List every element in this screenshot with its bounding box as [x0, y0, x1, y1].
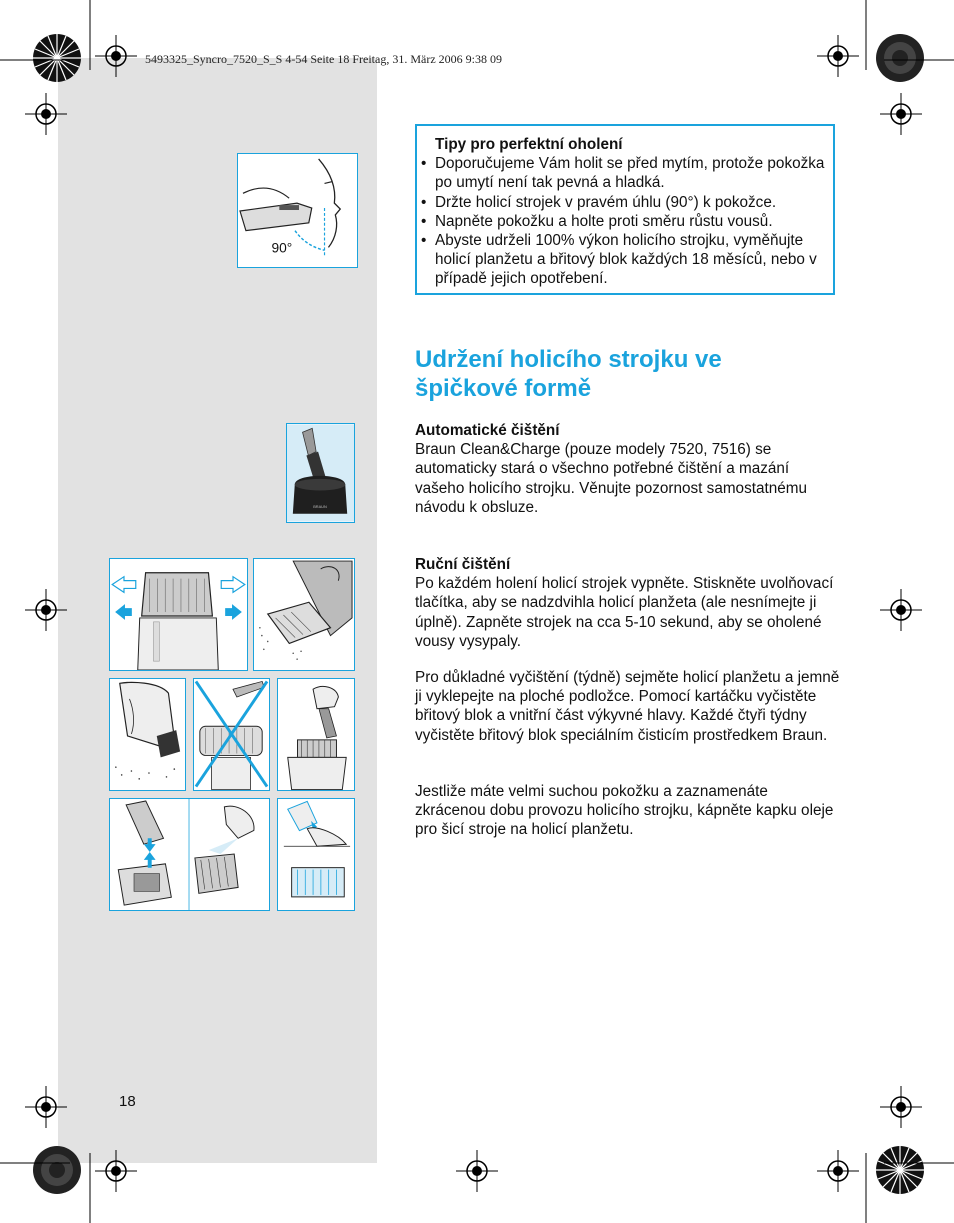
crosshair-mark-icon	[817, 35, 859, 77]
do-not-brush-foil-illustration	[194, 679, 269, 790]
crosshair-mark-icon	[95, 1150, 137, 1192]
figure-clean-charge	[286, 423, 355, 523]
figure-no-brush-foil	[193, 678, 270, 791]
manual-clean-body: Po každém holení holicí strojek vypněte. Stiskněte uvolňovací tlačítka, aby se nadzdvihla holicí planžeta (ale nesnímejte ji úplně). Zapněte strojek na cca 5-10 sekund, aby se oholené vousy vysypaly.	[415, 575, 834, 650]
weekly-clean-body: Pro důkladné vyčištění (týdně) sejměte holicí planžetu a jemně ji vyklepejte na ploché podložce. Pomocí kartáčku vyčistěte břitový blok a vnitřní část výkyvné hlavy. Každé čtyři týdny vyčistěte břitový blok speciálním čisticím prostředkem Braun.	[415, 669, 840, 744]
figure-brush-cutter	[277, 678, 355, 791]
cleaning-fluid-illustration	[110, 799, 269, 910]
tips-box	[415, 124, 835, 295]
crosshair-mark-icon	[95, 35, 137, 77]
crosshair-mark-icon	[880, 589, 922, 631]
shaving-angle-illustration	[238, 154, 357, 267]
manual-clean-heading: Ruční čištění	[415, 556, 511, 573]
dock-brand: BRAUN	[313, 503, 327, 509]
brush-cutter-illustration	[278, 679, 354, 790]
print-header: 5493325_Syncro_7520_S_S 4-54 Seite 18 Freitag, 31. März 2006 9:38 09	[145, 52, 502, 66]
tip-item: • Doporučujeme Vám holit se před mytím, protože pokožka po umytí není tak pevná a hladká.	[421, 154, 827, 192]
color-rosette-icon	[32, 33, 82, 83]
tips-list	[421, 154, 827, 288]
crosshair-mark-icon	[817, 1150, 859, 1192]
oil-body: Jestliže máte velmi suchou pokožku a zaznamenáte zkrácenou dobu provozu holicího strojku, kápněte kapku oleje pro šicí stroje na holicí planžetu.	[415, 783, 834, 839]
auto-clean-heading: Automatické čištění	[415, 422, 560, 439]
tap-foil-illustration	[110, 679, 185, 790]
auto-clean-block	[415, 421, 840, 517]
oil-drop-illustration	[278, 799, 354, 910]
crosshair-mark-icon	[25, 1086, 67, 1128]
tips-title: Tipy pro perfektní oholení	[435, 136, 623, 153]
color-rosette-icon	[875, 1145, 925, 1195]
figure-release-foil	[109, 558, 248, 671]
tip-item: • Napněte pokožku a holte proti směru růstu vousů.	[421, 212, 827, 231]
angle-label: 90°	[271, 240, 293, 256]
figure-shaving-angle	[237, 153, 358, 268]
color-rosette-icon	[875, 33, 925, 83]
switch-on-illustration	[254, 559, 354, 670]
figure-shake-out	[253, 558, 355, 671]
figure-oil	[277, 798, 355, 911]
crosshair-mark-icon	[25, 93, 67, 135]
crosshair-mark-icon	[880, 93, 922, 135]
auto-clean-body: Braun Clean&Charge (pouze modely 7520, 7516) se automaticky stará o všechno potřebné čištění a mazání vašeho holicího strojku. Věnujte pozornost samostatnému návodu k obsluze.	[415, 441, 807, 516]
release-buttons-illustration	[110, 559, 247, 670]
page-number: 18	[119, 1093, 136, 1110]
figure-cleaning-fluid	[109, 798, 270, 911]
color-rosette-icon	[32, 1145, 82, 1195]
oil-block	[415, 782, 840, 840]
crosshair-mark-icon	[25, 589, 67, 631]
crosshair-mark-icon	[880, 1086, 922, 1128]
clean-charge-station-illustration	[287, 424, 354, 522]
figure-tap-foil	[109, 678, 186, 791]
weekly-clean-block	[415, 668, 840, 745]
crosshair-mark-icon	[456, 1150, 498, 1192]
tip-item: • Držte holicí strojek v pravém úhlu (90°) k pokožce.	[421, 193, 827, 212]
section-title: Udržení holicího strojku ve špičkové formě	[415, 346, 722, 402]
tip-item: • Abyste udrželi 100% výkon holicího strojku, vyměňujte holicí planžetu a břitový blok každých 18 měsíců, nebo v případě jejich opotřebení.	[421, 231, 827, 289]
manual-clean-block	[415, 555, 840, 651]
